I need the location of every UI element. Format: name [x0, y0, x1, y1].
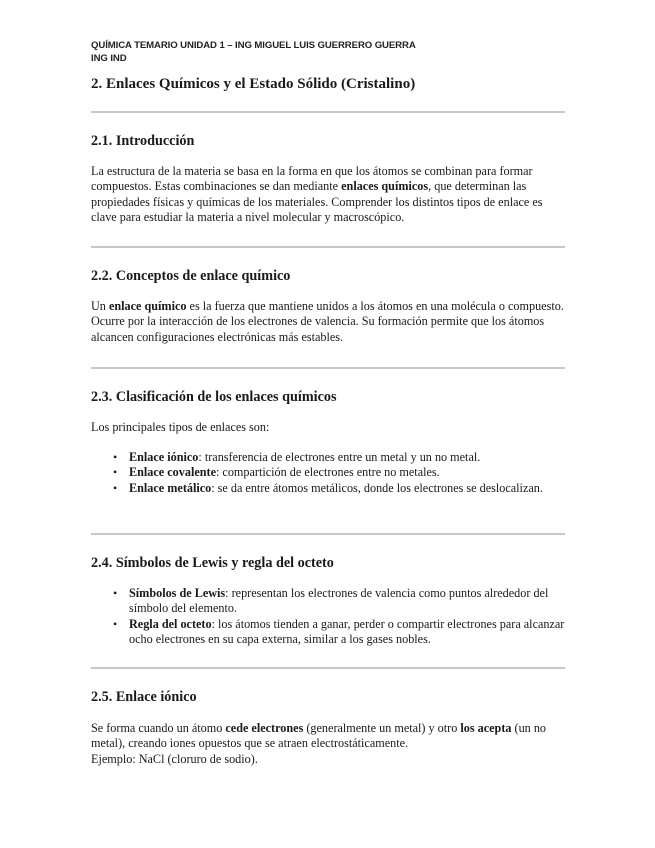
intro-paragraph: La estructura de la materia se basa en la forma en que los átomos se combinan para formar compuestos. Estas combinaciones se dan mediante enlaces químicos, que determinan las propiedades físicas y químicas de los materiales. Comprender los distintos tipos de enlace es clave para estudiar la materia a nivel molecular y macroscópico. [91, 164, 543, 225]
list-item: • Enlace covalente: compartición de electrones entre no metales. [91, 465, 565, 480]
divider [91, 667, 565, 669]
concepts-paragraph: Un enlace químico es la fuerza que mantiene unidos a los átomos en una molécula o compuesto. Ocurre por la interacción de los electrones de valencia. Su formación permite que los átomos alcancen configuraciones electrónicas más estables. [91, 299, 564, 344]
header-line-1: QUÍMICA TEMARIO UNIDAD 1 – ING MIGUEL LUIS GUERRERO GUERRA [91, 40, 416, 51]
list-item: • Regla del octeto: los átomos tienden a ganar, perder o compartir electrones para alcanzar ocho electrones en su capa externa, similar a los gases nobles. [91, 617, 565, 648]
section-heading-ionic: 2.5. Enlace iónico [91, 689, 197, 705]
list-item: • Enlace iónico: transferencia de electrones entre un metal y un no metal. [91, 450, 565, 465]
ionic-bold-term-2: los acepta [460, 721, 512, 735]
section-heading-classification: 2.3. Clasificación de los enlaces químicos [91, 389, 337, 405]
list-item: • Enlace metálico: se da entre átomos metálicos, donde los electrones se deslocalizan. [91, 481, 565, 496]
section-heading-intro: 2.1. Introducción [91, 133, 195, 149]
ionic-bold-term-1: cede electrones [225, 721, 304, 735]
divider [91, 246, 565, 248]
classification-intro: Los principales tipos de enlaces son: [91, 420, 270, 434]
header-line-2: ING IND [91, 53, 127, 64]
ionic-paragraph: Se forma cuando un átomo cede electrones (generalmente un metal) y otro los acepta (un no metal), creando iones opuestos que se atraen electrostáticamente. Ejemplo: NaCl (cloruro de sodio). [91, 721, 547, 766]
concepts-bold-term: enlace químico [108, 299, 187, 313]
bond-types-list [91, 450, 565, 496]
section-heading-concepts: 2.2. Conceptos de enlace químico [91, 268, 291, 284]
section-heading-lewis: 2.4. Símbolos de Lewis y regla del octeto [91, 555, 334, 571]
chapter-title: 2. Enlaces Químicos y el Estado Sólido (Cristalino) [91, 76, 416, 92]
divider [91, 111, 565, 113]
divider [91, 533, 565, 535]
document-header [91, 39, 416, 65]
lewis-list [91, 586, 565, 648]
ionic-example: Ejemplo: NaCl (cloruro de sodio). [91, 751, 258, 766]
divider [91, 367, 565, 369]
list-item: • Símbolos de Lewis: representan los electrones de valencia como puntos alrededor del símbolo del elemento. [91, 586, 565, 617]
intro-bold-term: enlaces químicos [341, 179, 429, 194]
